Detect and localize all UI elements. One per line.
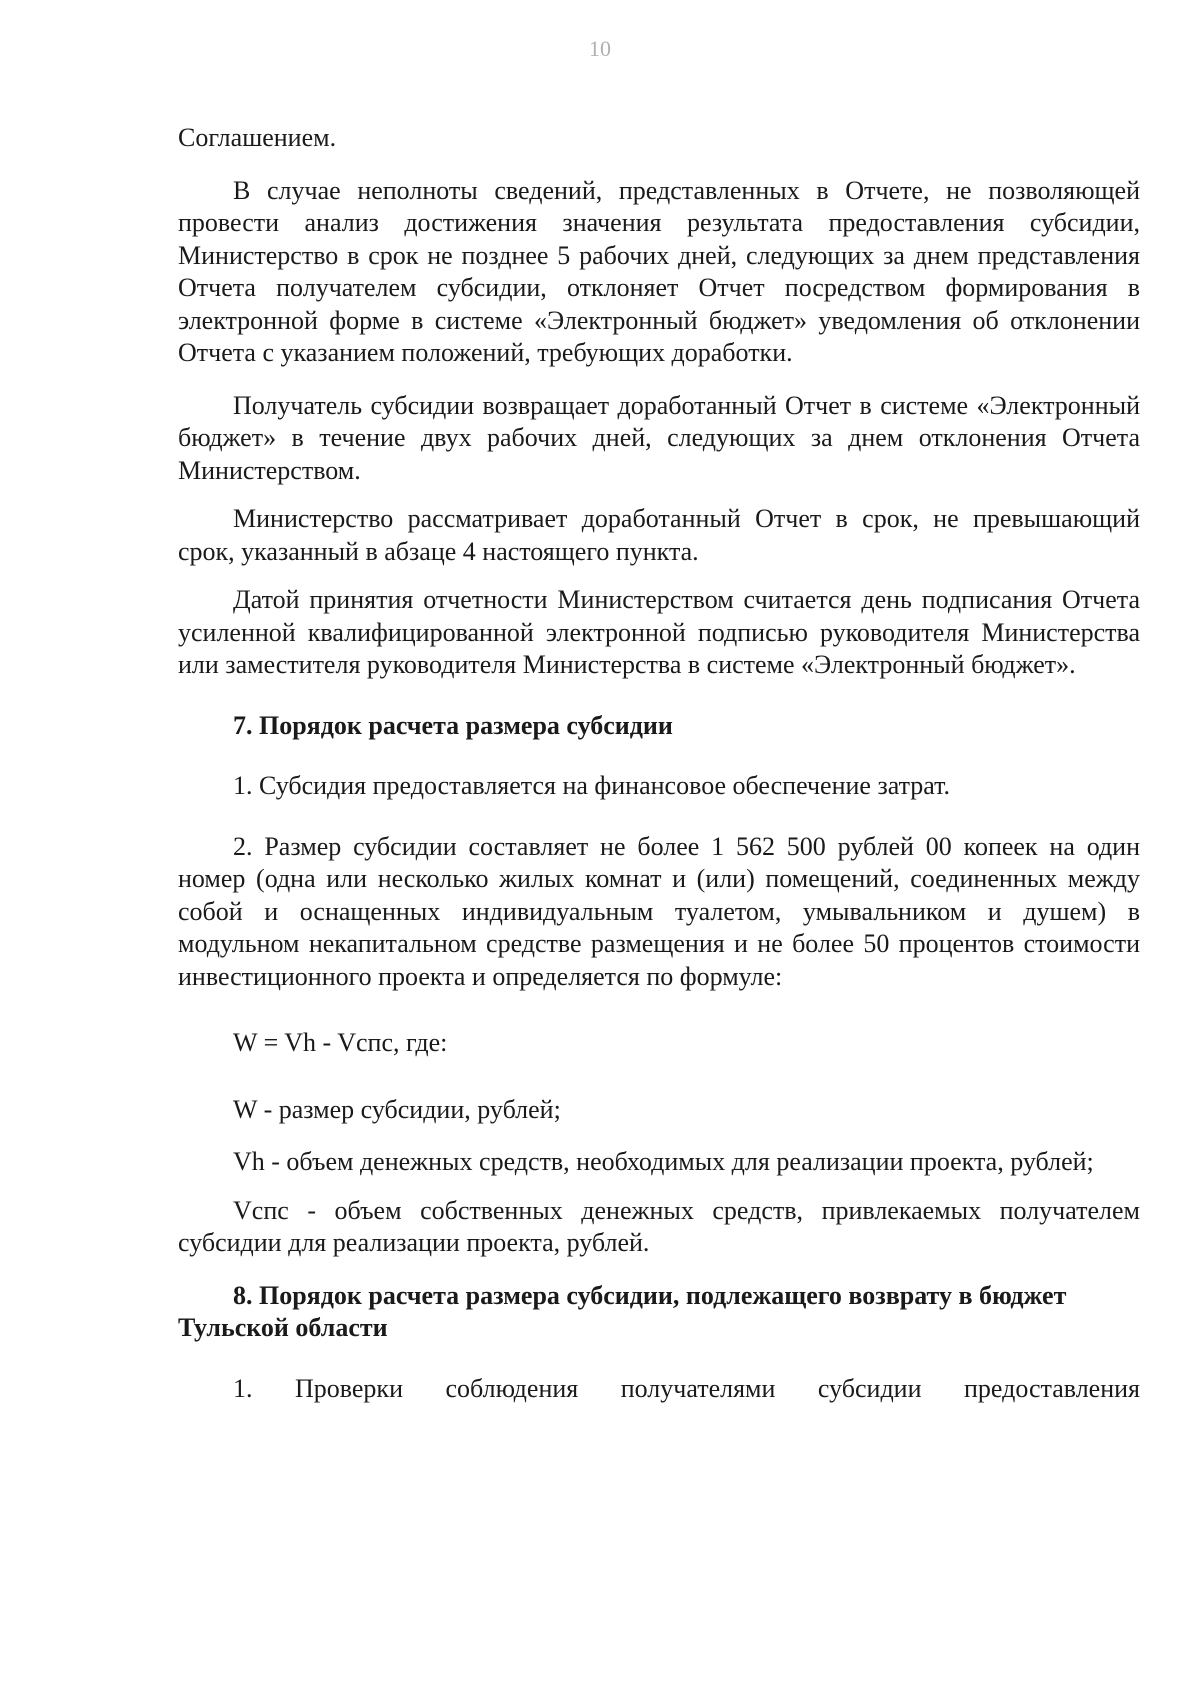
- definition-w: W - размер субсидии, рублей;: [233, 1094, 561, 1124]
- formula: W = Vh - Vспс, где:: [233, 1028, 448, 1057]
- paragraph-checks-start: 1. Проверки соблюдения получателями субсидии предоставления: [233, 1373, 1140, 1403]
- section-8-heading: 8. Порядок расчета размера субсидии, подлежащего возврату в бюджет Тульской области: [178, 1280, 1067, 1342]
- paragraph-ministry-review: Министерство рассматривает доработанный Отчет в срок, не превышающий срок, указанный в абзаце 4 настоящего пункта.: [178, 504, 1140, 566]
- section-7-heading: 7. Порядок расчета размера субсидии: [233, 710, 673, 740]
- document-body: [178, 122, 1140, 1405]
- paragraph-report-resubmission: Получатель субсидии возвращает доработанный Отчет в системе «Электронный бюджет» в течение двух рабочих дней, следующих за днем отклонения Отчета Министерством.: [178, 390, 1140, 485]
- definition-vh: Vh - объем денежных средств, необходимых для реализации проекта, рублей;: [233, 1147, 1094, 1176]
- paragraph-report-rejection: В случае неполноты сведений, представленных в Отчете, не позволяющей провести анализ достижения значения результата предоставления субсидии, Министерство в срок не позднее 5 рабочих дней, следующих за днем представления Отчета получателем субсидии, отклоняет Отчет посредством формирования в электронной форме в системе «Электронный бюджет» уведомления об отклонении Отчета с указанием положений, требующих доработки.: [178, 175, 1140, 367]
- page-number: 10: [589, 36, 611, 61]
- paragraph-subsidy-purpose: 1. Субсидия предоставляется на финансовое обеспечение затрат.: [233, 771, 951, 800]
- paragraph-agreement-end: Соглашением.: [178, 123, 337, 152]
- paragraph-subsidy-amount: 2. Размер субсидии составляет не более 1 562 500 рублей 00 копеек на один номер (одна или несколько жилых комнат и (или) помещений, соединенных между собой и оснащенных индивидуальным туалетом, умывальником и душем) в модульном некапитальном средстве размещения и не более 50 процентов стоимости инвестиционного проекта и определяется по формуле:: [178, 831, 1140, 991]
- definition-vsps: Vспс - объем собственных денежных средств, привлекаемых получателем субсидии для реализации проекта, рублей.: [178, 1195, 1140, 1257]
- paragraph-acceptance-date: Датой принятия отчетности Министерством считается день подписания Отчета усиленной квалифицированной электронной подписью руководителя Министерства или заместителя руководителя Министерства в системе «Электронный бюджет».: [178, 585, 1140, 679]
